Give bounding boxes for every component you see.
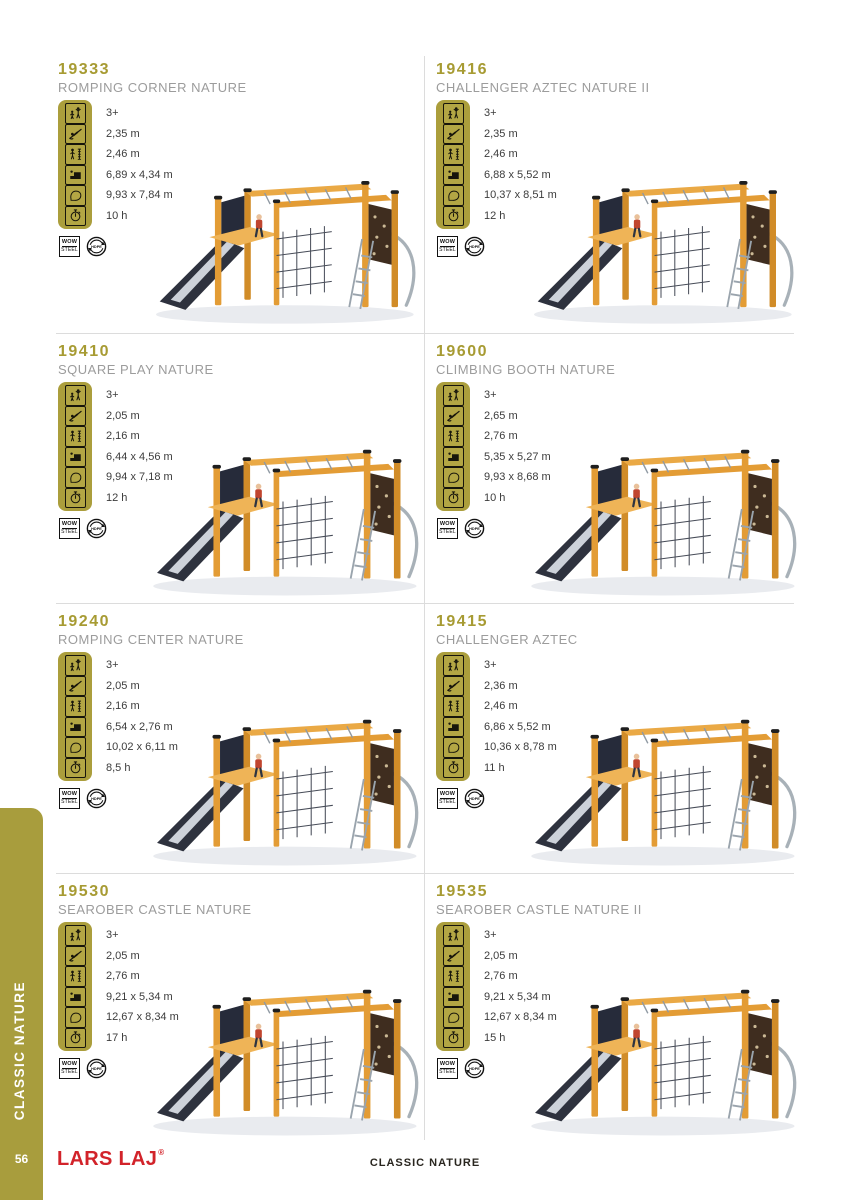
height-icon: [65, 966, 86, 987]
dimensions-value: 6,89 x 4,34 m: [106, 168, 173, 181]
age-icon: [65, 385, 86, 406]
product-id: 19416: [436, 61, 488, 78]
wow-steel-badge: [59, 518, 80, 539]
dimensions-value: 6,86 x 5,52 m: [484, 720, 551, 733]
spec-icon-strip: [58, 382, 92, 511]
product-image: [520, 147, 802, 331]
wow-steel-badge-bottom: STEEL: [439, 247, 456, 254]
wow-steel-badge: [437, 236, 458, 257]
registered-mark: ®: [158, 1148, 165, 1158]
assembly-time-value: 10 h: [106, 209, 128, 222]
slide-icon: [443, 124, 464, 145]
wow-steel-badge-top: WOW: [439, 521, 456, 528]
slide-height-value: 2,05 m: [484, 949, 518, 962]
assembly-time-value: 15 h: [484, 1031, 506, 1044]
slide-icon: [65, 406, 86, 427]
product-name: SQUARE PLAY NATURE: [58, 362, 214, 377]
age-value: 3+: [106, 929, 119, 941]
spec-icon-strip: [58, 922, 92, 1051]
height-icon: [443, 966, 464, 987]
brand-logo-text: LARS LAJ: [57, 1148, 158, 1170]
hdpe-label: HDPE: [91, 244, 102, 249]
assembly-time-value: 12 h: [106, 491, 128, 504]
safety-zone-value: 10,37 x 8,51 m: [484, 189, 557, 201]
assembly-time-value: 8,5 h: [106, 761, 131, 774]
product-name: SEAROBER CASTLE NATURE II: [436, 902, 642, 917]
product-id: 19535: [436, 883, 488, 900]
product-card: [58, 883, 436, 1145]
spec-icon-strip: [436, 100, 470, 229]
hdpe-badge: [86, 518, 107, 539]
product-image: [142, 935, 424, 1143]
total-height-value: 2,76 m: [106, 970, 140, 982]
wow-steel-badge-bottom: STEEL: [439, 1069, 456, 1076]
hdpe-badge: [464, 236, 485, 257]
dimensions-value: 6,54 x 2,76 m: [106, 720, 173, 733]
age-value: 3+: [484, 659, 497, 671]
wow-steel-badge-bottom: STEEL: [61, 1069, 78, 1076]
time-icon: [443, 758, 464, 779]
sidebar-band: [0, 808, 43, 1200]
hdpe-badge: [86, 236, 107, 257]
fall-height-icon: [443, 165, 464, 186]
wow-steel-badge-top: WOW: [61, 791, 78, 798]
age-icon: [443, 655, 464, 676]
product-image: [520, 395, 802, 603]
wow-steel-badge-bottom: STEEL: [61, 529, 78, 536]
hdpe-badge: [464, 518, 485, 539]
dimensions-value: 6,44 x 4,56 m: [106, 450, 173, 463]
spec-icon-strip: [58, 100, 92, 229]
product-id: 19415: [436, 613, 488, 630]
wow-steel-badge-bottom: STEEL: [61, 799, 78, 806]
product-name: CHALLENGER AZTEC NATURE II: [436, 80, 650, 95]
age-value: 3+: [106, 107, 119, 119]
hdpe-label: HDPE: [91, 1066, 102, 1071]
slide-height-value: 2,05 m: [106, 679, 140, 692]
hdpe-label: HDPE: [469, 526, 480, 531]
product-id: 19333: [58, 61, 110, 78]
product-name: CLIMBING BOOTH NATURE: [436, 362, 616, 377]
brand-logo: [57, 1148, 163, 1171]
product-id: 19600: [436, 343, 488, 360]
product-image: [520, 665, 802, 873]
fall-height-icon: [65, 165, 86, 186]
total-height-value: 2,16 m: [106, 430, 140, 442]
age-icon: [65, 103, 86, 124]
product-image: [520, 935, 802, 1143]
wow-steel-badge: [437, 518, 458, 539]
wow-steel-badge: [437, 1058, 458, 1079]
fall-height-icon: [443, 987, 464, 1008]
product-name: ROMPING CORNER NATURE: [58, 80, 247, 95]
wow-steel-badge-bottom: STEEL: [61, 247, 78, 254]
age-icon: [65, 655, 86, 676]
dimensions-value: 9,21 x 5,34 m: [106, 990, 173, 1003]
product-card: [58, 61, 436, 343]
time-icon: [65, 1028, 86, 1049]
safety-zone-value: 9,93 x 7,84 m: [106, 189, 173, 201]
fall-height-icon: [65, 717, 86, 738]
age-icon: [65, 925, 86, 946]
product-image: [142, 665, 424, 873]
product-card: [58, 343, 436, 613]
hdpe-label: HDPE: [91, 796, 102, 801]
age-value: 3+: [484, 107, 497, 119]
product-id: 19410: [58, 343, 110, 360]
safety-zone-icon: [443, 737, 464, 758]
slide-icon: [65, 676, 86, 697]
spec-icon-strip: [436, 922, 470, 1051]
age-value: 3+: [106, 389, 119, 401]
safety-zone-icon: [65, 1007, 86, 1028]
safety-zone-value: 9,93 x 8,68 m: [484, 471, 551, 483]
slide-height-value: 2,35 m: [106, 127, 140, 140]
age-value: 3+: [484, 389, 497, 401]
hdpe-badge: [464, 1058, 485, 1079]
wow-steel-badge: [437, 788, 458, 809]
assembly-time-value: 17 h: [106, 1031, 128, 1044]
age-icon: [443, 925, 464, 946]
footer-category-title: CLASSIC NATURE: [369, 1157, 481, 1169]
slide-icon: [443, 676, 464, 697]
product-card: [436, 343, 808, 613]
slide-height-value: 2,35 m: [484, 127, 518, 140]
total-height-value: 2,46 m: [484, 148, 518, 160]
product-id: 19530: [58, 883, 110, 900]
total-height-value: 2,16 m: [106, 700, 140, 712]
fall-height-icon: [65, 987, 86, 1008]
wow-steel-badge: [59, 1058, 80, 1079]
time-icon: [65, 758, 86, 779]
wow-steel-badge-top: WOW: [61, 521, 78, 528]
time-icon: [443, 206, 464, 227]
age-icon: [443, 385, 464, 406]
product-image: [142, 395, 424, 603]
safety-zone-icon: [65, 185, 86, 206]
safety-zone-value: 10,02 x 6,11 m: [106, 741, 178, 753]
spec-icon-strip: [58, 652, 92, 781]
product-grid: [58, 61, 808, 1145]
product-name: ROMPING CENTER NATURE: [58, 632, 244, 647]
fall-height-icon: [443, 447, 464, 468]
height-icon: [443, 426, 464, 447]
age-value: 3+: [106, 659, 119, 671]
height-icon: [65, 426, 86, 447]
slide-height-value: 2,65 m: [484, 409, 518, 422]
wow-steel-badge-top: WOW: [439, 239, 456, 246]
total-height-value: 2,46 m: [106, 148, 140, 160]
hdpe-badge: [86, 788, 107, 809]
product-card: [436, 613, 808, 883]
product-card: [436, 883, 808, 1145]
slide-icon: [65, 946, 86, 967]
hdpe-label: HDPE: [469, 244, 480, 249]
safety-zone-icon: [65, 467, 86, 488]
product-name: SEAROBER CASTLE NATURE: [58, 902, 252, 917]
slide-icon: [65, 124, 86, 145]
safety-zone-value: 10,36 x 8,78 m: [484, 741, 557, 753]
height-icon: [443, 144, 464, 165]
fall-height-icon: [65, 447, 86, 468]
hdpe-label: HDPE: [91, 526, 102, 531]
hdpe-badge: [86, 1058, 107, 1079]
safety-zone-icon: [443, 467, 464, 488]
slide-height-value: 2,05 m: [106, 949, 140, 962]
product-card: [436, 61, 808, 343]
wow-steel-badge-top: WOW: [61, 239, 78, 246]
wow-steel-badge-top: WOW: [439, 791, 456, 798]
slide-height-value: 2,05 m: [106, 409, 140, 422]
height-icon: [443, 696, 464, 717]
sidebar-category-label: CLASSIC NATURE: [12, 980, 27, 1120]
wow-steel-badge-top: WOW: [439, 1061, 456, 1068]
spec-icon-strip: [436, 652, 470, 781]
time-icon: [65, 206, 86, 227]
product-name: CHALLENGER AZTEC: [436, 632, 578, 647]
safety-zone-value: 12,67 x 8,34 m: [106, 1011, 179, 1023]
safety-zone-icon: [443, 185, 464, 206]
assembly-time-value: 11 h: [484, 761, 505, 774]
assembly-time-value: 10 h: [484, 491, 506, 504]
safety-zone-icon: [65, 737, 86, 758]
hdpe-badge: [464, 788, 485, 809]
wow-steel-badge-bottom: STEEL: [439, 799, 456, 806]
page-number: 56: [14, 1152, 29, 1166]
slide-icon: [443, 946, 464, 967]
height-icon: [65, 144, 86, 165]
total-height-value: 2,76 m: [484, 970, 518, 982]
spec-icon-strip: [436, 382, 470, 511]
safety-zone-value: 9,94 x 7,18 m: [106, 471, 173, 483]
age-value: 3+: [484, 929, 497, 941]
product-card: [58, 613, 436, 883]
time-icon: [443, 488, 464, 509]
wow-steel-badge-bottom: STEEL: [439, 529, 456, 536]
safety-zone-icon: [443, 1007, 464, 1028]
product-image: [142, 147, 424, 331]
wow-steel-badge-top: WOW: [61, 1061, 78, 1068]
hdpe-label: HDPE: [469, 796, 480, 801]
total-height-value: 2,46 m: [484, 700, 518, 712]
dimensions-value: 5,35 x 5,27 m: [484, 450, 551, 463]
slide-height-value: 2,36 m: [484, 679, 518, 692]
dimensions-value: 6,88 x 5,52 m: [484, 168, 551, 181]
age-icon: [443, 103, 464, 124]
height-icon: [65, 696, 86, 717]
fall-height-icon: [443, 717, 464, 738]
slide-icon: [443, 406, 464, 427]
hdpe-label: HDPE: [469, 1066, 480, 1071]
wow-steel-badge: [59, 788, 80, 809]
product-id: 19240: [58, 613, 110, 630]
safety-zone-value: 12,67 x 8,34 m: [484, 1011, 557, 1023]
wow-steel-badge: [59, 236, 80, 257]
dimensions-value: 9,21 x 5,34 m: [484, 990, 551, 1003]
assembly-time-value: 12 h: [484, 209, 506, 222]
total-height-value: 2,76 m: [484, 430, 518, 442]
time-icon: [65, 488, 86, 509]
time-icon: [443, 1028, 464, 1049]
